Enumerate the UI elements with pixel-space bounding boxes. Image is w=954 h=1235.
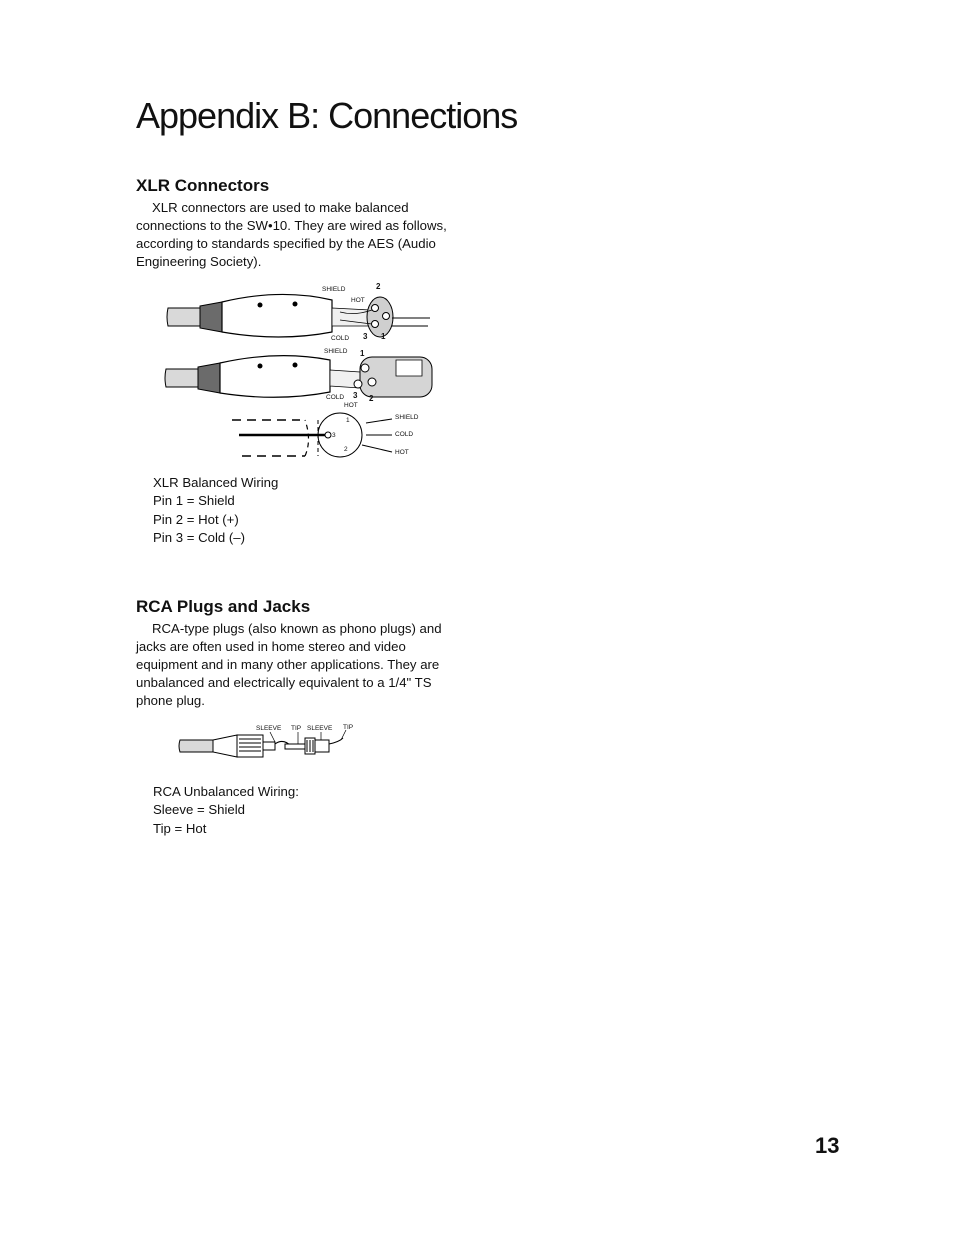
xlr-label-pin1-top: 1 bbox=[381, 332, 386, 341]
xlr-schematic-shield: SHIELD bbox=[395, 414, 419, 421]
xlr-label-pin2-top: 2 bbox=[376, 282, 381, 291]
xlr-male-plug-drawing bbox=[167, 294, 430, 337]
xlr-schematic-drawing bbox=[232, 413, 392, 457]
rca-label-tip-1: TIP bbox=[291, 725, 302, 732]
xlr-label-pin2-mid: 2 bbox=[369, 394, 374, 403]
xlr-label-pin3-mid: 3 bbox=[353, 391, 358, 400]
xlr-schematic-pin2: 2 bbox=[344, 446, 348, 453]
xlr-wiring-title: XLR Balanced Wiring bbox=[153, 475, 279, 490]
xlr-label-hot-top: HOT bbox=[351, 297, 365, 304]
rca-paragraph-text: RCA-type plugs (also known as phono plugs) and jacks are often used in home stereo and video equipment and in many other applications. They are unbalanced and electrically equivalent to a 1/4" TS phone plug. bbox=[136, 621, 442, 708]
page-number: 13 bbox=[815, 1133, 840, 1158]
xlr-connector-diagram bbox=[160, 280, 450, 465]
rca-label-sleeve-1: SLEEVE bbox=[256, 725, 282, 732]
rca-heading: RCA Plugs and Jacks bbox=[136, 597, 311, 616]
rca-connector-diagram bbox=[175, 718, 365, 764]
xlr-label-hot-mid: HOT bbox=[344, 402, 358, 409]
rca-label-tip-2: TIP bbox=[343, 724, 354, 731]
xlr-label-pin1-mid: 1 bbox=[360, 349, 365, 358]
xlr-label-cold-top: COLD bbox=[331, 335, 350, 342]
xlr-wiring-pin3: Pin 3 = Cold (–) bbox=[153, 529, 245, 545]
rca-wiring-list bbox=[153, 783, 299, 838]
xlr-label-pin3-top: 3 bbox=[363, 332, 368, 341]
rca-wiring-sleeve: Sleeve = Shield bbox=[153, 802, 246, 818]
xlr-label-cold-mid: COLD bbox=[326, 394, 345, 401]
xlr-schematic-pin3: 3 bbox=[332, 432, 336, 439]
rca-plug-drawing bbox=[179, 730, 346, 757]
xlr-schematic-cold: COLD bbox=[395, 431, 414, 438]
xlr-female-jack-drawing bbox=[165, 356, 432, 398]
xlr-heading: XLR Connectors bbox=[136, 176, 270, 195]
xlr-wiring-pin2: Pin 2 = Hot (+) bbox=[153, 511, 239, 527]
rca-label-sleeve-2: SLEEVE bbox=[307, 725, 333, 732]
xlr-schematic-pin1: 1 bbox=[346, 417, 350, 424]
xlr-wiring-pin1: Pin 1 = Shield bbox=[153, 493, 235, 509]
xlr-paragraph bbox=[136, 199, 466, 271]
rca-paragraph bbox=[136, 620, 466, 710]
xlr-wiring-list bbox=[153, 474, 278, 547]
rca-wiring-tip: Tip = Hot bbox=[153, 820, 207, 836]
xlr-label-shield-mid: SHIELD bbox=[324, 348, 348, 355]
xlr-label-shield-top: SHIELD bbox=[322, 286, 346, 293]
xlr-schematic-hot: HOT bbox=[395, 449, 409, 456]
rca-wiring-title: RCA Unbalanced Wiring: bbox=[153, 784, 299, 799]
xlr-paragraph-text: XLR connectors are used to make balanced connections to the SW•10. They are wired as follows, according to standards specified by the AES (Audio Engineering Society). bbox=[136, 200, 447, 269]
page-title: Appendix B: Connections bbox=[136, 95, 518, 136]
